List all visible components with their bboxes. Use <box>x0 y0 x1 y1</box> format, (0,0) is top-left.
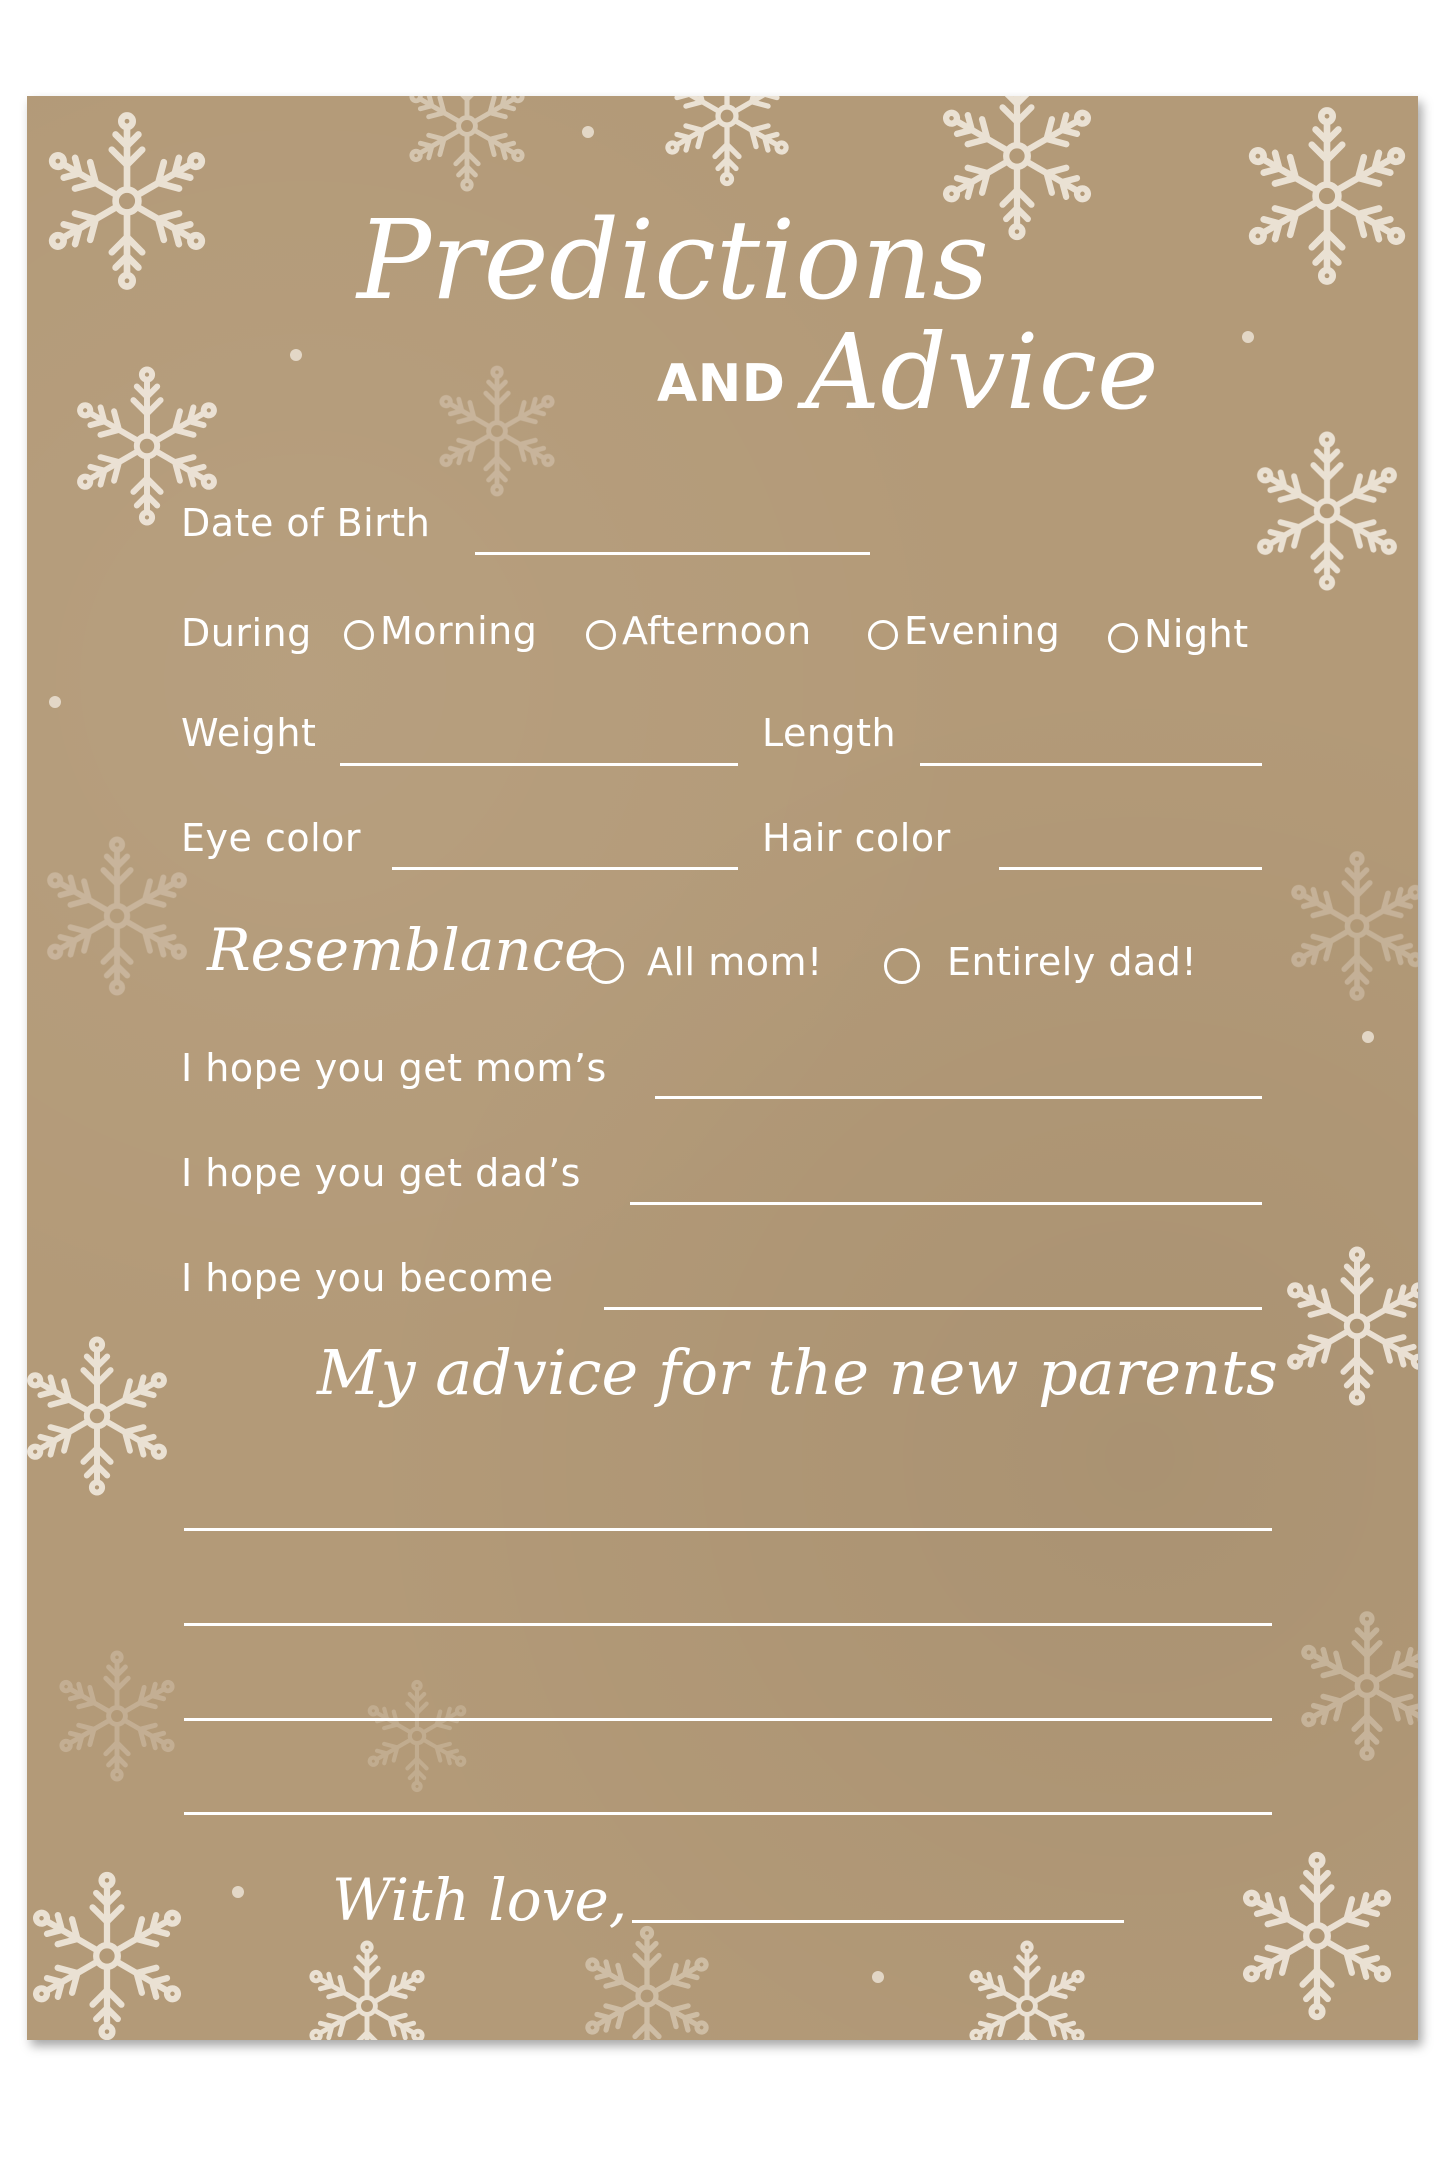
title-advice: Advice <box>805 311 1159 433</box>
hope-become-label: I hope you become <box>181 1256 554 1300</box>
date-of-birth-line <box>475 552 870 555</box>
snow-dot <box>49 696 61 708</box>
prediction-card <box>27 96 1418 2040</box>
eye-color-line <box>392 867 738 870</box>
hope-mom-line <box>655 1096 1262 1099</box>
option-evening: Evening <box>904 609 1061 653</box>
hair-color-line <box>999 867 1262 870</box>
snow-dot <box>582 126 594 138</box>
radio-morning[interactable] <box>344 620 374 650</box>
advice-heading: My advice for the new parents <box>317 1336 1278 1409</box>
date-of-birth-label: Date of Birth <box>181 501 431 545</box>
hope-dad-label: I hope you get dad’s <box>181 1151 581 1195</box>
weight-label: Weight <box>181 711 317 755</box>
advice-line <box>184 1528 1272 1531</box>
snow-dot <box>872 1971 884 1983</box>
hope-dad-line <box>630 1202 1262 1205</box>
advice-line <box>184 1623 1272 1626</box>
radio-evening[interactable] <box>868 620 898 650</box>
resemblance-label: Resemblance <box>207 916 599 984</box>
signoff-label: With love, <box>332 1866 628 1934</box>
option-entirely-dad: Entirely dad! <box>947 940 1198 984</box>
snow-dot <box>290 349 302 361</box>
radio-afternoon[interactable] <box>586 620 616 650</box>
length-label: Length <box>762 711 897 755</box>
title-predictions: Predictions <box>357 196 989 324</box>
weight-line <box>340 763 738 766</box>
length-line <box>920 763 1262 766</box>
advice-line <box>184 1718 1272 1721</box>
during-label: During <box>181 611 312 655</box>
snow-dot <box>1362 1031 1374 1043</box>
signoff-line <box>632 1920 1124 1923</box>
option-night: Night <box>1144 612 1249 656</box>
option-all-mom: All mom! <box>647 940 823 984</box>
advice-line <box>184 1812 1272 1815</box>
hope-become-line <box>604 1307 1262 1310</box>
snow-dot <box>1242 331 1254 343</box>
hope-mom-label: I hope you get mom’s <box>181 1046 607 1090</box>
option-afternoon: Afternoon <box>622 609 812 653</box>
radio-entirely-dad[interactable] <box>884 948 920 984</box>
option-morning: Morning <box>380 609 538 653</box>
radio-night[interactable] <box>1108 623 1138 653</box>
radio-all-mom[interactable] <box>588 948 624 984</box>
title-and: AND <box>657 354 786 414</box>
hair-color-label: Hair color <box>762 816 951 860</box>
eye-color-label: Eye color <box>181 816 362 860</box>
snow-dot <box>232 1886 244 1898</box>
